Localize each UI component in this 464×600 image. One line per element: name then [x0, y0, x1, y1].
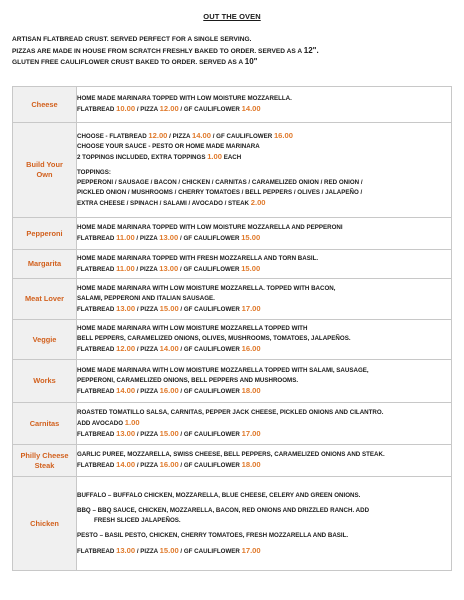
pesto-option: PESTO – BASIL PESTO, CHICKEN, CHERRY TOMATOES, FRESH MOZZARELLA AND BASIL. [77, 531, 349, 539]
pizza-label: / PIZZA [136, 106, 158, 113]
item-desc-pepperoni [77, 218, 452, 250]
item-name-meat-lover: Meat Lover [13, 279, 77, 320]
pizza-price: 16.00 [159, 385, 179, 395]
pizza-label: / PIZZA [136, 346, 158, 353]
add-avocado-line [77, 418, 451, 429]
item-name-cheese: Cheese [13, 87, 77, 123]
gf-label: / GF CAULIFLOWER [180, 346, 240, 353]
flatbread-price: 13.00 [116, 545, 136, 555]
toppings-list-3 [77, 198, 451, 209]
desc-text: HOME MADE MARINARA TOPPED WITH FRESH MOZZARELLA AND TORN BASIL. [77, 254, 319, 262]
price-line [77, 460, 451, 471]
desc-text-1: HOME MADE MARINARA WITH LOW MOISTURE MOZZARELLA. TOPPED WITH BACON, [77, 284, 336, 292]
extra-topping-price: 1.00 [207, 152, 222, 161]
name-line-2: Own [36, 170, 53, 179]
pizza-price: 15.00 [159, 303, 179, 313]
gf-price: 16.00 [241, 344, 261, 353]
gf-label: / GF CAULIFLOWER [180, 106, 240, 113]
gf-price: 17.00 [241, 303, 261, 313]
item-desc-cheese [77, 87, 452, 123]
gf-label: / GF CAULIFLOWER [180, 430, 240, 438]
intro-line-3-text: GLUTEN FREE CAULIFLOWER CRUST BAKED TO ORDER. SERVED AS A [12, 59, 245, 66]
pizza-label: / PIZZA [136, 547, 158, 555]
pizza-price: 13.00 [159, 263, 179, 273]
flatbread-label: FLATBREAD [77, 346, 115, 353]
gf-label: / GF CAULIFLOWER [180, 235, 240, 242]
toppings-text: 2 TOPPINGS INCLUDED, EXTRA TOPPINGS [77, 154, 208, 161]
flatbread-price: 10.00 [116, 104, 136, 113]
gf-price: 17.00 [241, 545, 261, 555]
desc-text-1: HOME MADE MARINARA WITH LOW MOISTURE MOZZARELLA TOPPED WITH SALAMI, SAUSAGE, [77, 366, 369, 374]
price-line [77, 546, 451, 557]
flatbread-price: 11.00 [116, 233, 135, 242]
flatbread-price: 12.00 [116, 344, 136, 353]
item-name-pepperoni: Pepperoni [13, 218, 77, 250]
gf-price: 18.00 [241, 460, 261, 469]
desc-text: GARLIC PUREE, MOZZARELLA, SWISS CHEESE, BELL PEPPERS, CARAMELIZED ONIONS AND STEAK. [77, 451, 385, 458]
price-line [77, 233, 451, 244]
flatbread-label: FLATBREAD [77, 462, 115, 469]
gf-price: 14.00 [241, 104, 261, 113]
flatbread-price: 14.00 [116, 460, 136, 469]
price-line [77, 386, 451, 397]
choose-line [77, 131, 451, 142]
item-name-veggie: Veggie [13, 320, 77, 360]
item-desc-chicken [77, 477, 452, 571]
flatbread-price: 13.00 [116, 428, 136, 438]
pizza-label: / PIZZA [136, 305, 158, 313]
gf-label: / GF CAULIFLOWER [180, 305, 240, 313]
flatbread-price: 14.00 [116, 385, 136, 395]
page-title: OUT THE OVEN [203, 12, 261, 21]
item-desc-meat-lover [77, 279, 452, 320]
item-desc-carnitas [77, 403, 452, 445]
menu-row-chicken [13, 477, 452, 571]
gf-price: 17.00 [241, 428, 261, 438]
menu-row-cheese [13, 87, 452, 123]
each-text: EACH [221, 154, 242, 161]
flatbread-label: FLATBREAD [77, 305, 115, 313]
buffalo-option: BUFFALO – BUFFALO CHICKEN, MOZZARELLA, BLUE CHEESE, CELERY AND GREEN ONIONS. [77, 491, 361, 499]
pizza-label: / PIZZA [169, 133, 191, 140]
price-line [77, 304, 451, 315]
menu-page [12, 10, 452, 555]
menu-row-margarita [13, 250, 452, 279]
toppings-heading: TOPPINGS: [77, 169, 111, 176]
pizza-label: / PIZZA [136, 462, 158, 469]
item-desc-works [77, 360, 452, 403]
desc-text: HOME MADE MARINARA TOPPED WITH LOW MOISTURE MOZZARELLA. [77, 95, 292, 102]
item-name-chicken: Chicken [13, 477, 77, 571]
menu-row-works [13, 360, 452, 403]
pizza-price: 14.00 [191, 131, 211, 140]
menu-row-philly [13, 445, 452, 477]
item-name-philly [13, 445, 77, 477]
pizza-size: 12". [303, 45, 319, 55]
menu-row-meat-lover [13, 279, 452, 320]
gf-label: / GF CAULIFLOWER [180, 547, 240, 555]
flatbread-label: FLATBREAD [77, 235, 115, 242]
pizza-price: 16.00 [159, 460, 179, 469]
item-name-carnitas: Carnitas [13, 403, 77, 445]
gf-label: / GF CAULIFLOWER [180, 462, 240, 469]
menu-row-build-your-own [13, 123, 452, 218]
price-line [77, 104, 451, 115]
sauce-line: CHOOSE YOUR SAUCE - PESTO OR HOME MADE MARINARA [77, 143, 260, 150]
gf-label: / GF CAULIFLOWER [212, 133, 273, 140]
intro-line-2-text: PIZZAS ARE MADE IN HOUSE FROM SCRATCH FRESHLY BAKED TO ORDER. SERVED AS A [12, 47, 304, 55]
pizza-price: 15.00 [159, 428, 179, 438]
desc-text-2: SALAMI, PEPPERONI AND ITALIAN SAUSAGE. [77, 294, 215, 302]
menu-row-pepperoni [13, 218, 452, 250]
flatbread-price: 12.00 [148, 131, 168, 140]
premium-topping-price: 2.00 [250, 198, 266, 207]
flatbread-label: FLATBREAD [77, 265, 115, 273]
gf-price: 18.00 [241, 385, 261, 395]
desc-text-1: HOME MADE MARINARA WITH LOW MOISTURE MOZZARELLA TOPPED WITH [77, 325, 308, 332]
price-line [77, 344, 451, 355]
desc-text-2: BELL PEPPERS, CARAMELIZED ONIONS, OLIVES, MUSHROOMS, TOMATOES, JALAPEÑOS. [77, 335, 351, 342]
bbq-option-cont: FRESH SLICED JALAPEÑOS. [94, 516, 181, 524]
add-avocado-text: ADD AVOCADO [77, 419, 125, 427]
toppings-list-1: PEPPERONI / SAUSAGE / BACON / CHICKEN / CARNITAS / CARAMELIZED ONION / RED ONION / [77, 179, 363, 186]
pizza-price: 15.00 [159, 545, 179, 555]
name-line-1: Philly Cheese [20, 450, 69, 460]
item-desc-veggie [77, 320, 452, 360]
flatbread-label: FLATBREAD [77, 430, 115, 438]
name-line-1: Build Your [26, 160, 63, 169]
item-desc-philly [77, 445, 452, 477]
pizza-price: 13.00 [159, 233, 179, 242]
menu-table [12, 86, 452, 571]
item-name-margarita: Margarita [13, 250, 77, 279]
pizza-label: / PIZZA [136, 235, 158, 242]
item-desc-build-your-own [77, 123, 452, 218]
item-name-build-your-own [13, 123, 77, 218]
desc-text-1: ROASTED TOMATILLO SALSA, CARNITAS, PEPPER JACK CHEESE, PICKLED ONIONS AND CILANTRO. [77, 408, 384, 416]
pizza-label: / PIZZA [136, 430, 158, 438]
desc-text: HOME MADE MARINARA TOPPED WITH LOW MOISTURE MOZZARELLA AND PEPPERONI [77, 224, 343, 231]
gf-price: 15.00 [241, 233, 261, 242]
pizza-price: 12.00 [159, 104, 179, 113]
pizza-label: / PIZZA [136, 387, 158, 395]
flatbread-price: 11.00 [116, 263, 135, 273]
flatbread-price: 13.00 [116, 303, 136, 313]
pizza-price: 14.00 [159, 344, 179, 353]
item-name-works: Works [13, 360, 77, 403]
gf-price: 15.00 [241, 263, 261, 273]
bbq-option: BBQ – BBQ SAUCE, CHICKEN, MOZZARELLA, BACON, RED ONIONS AND DRIZZLED RANCH. ADD [77, 506, 370, 514]
gf-size: 10" [244, 57, 258, 66]
price-line [77, 429, 451, 440]
toppings-list-2: PICKLED ONION / MUSHROOMS / CHERRY TOMATOES / BELL PEPPERS / OLIVES / JALAPEÑO / [77, 189, 363, 196]
gf-label: / GF CAULIFLOWER [180, 387, 240, 395]
intro-line-2 [12, 46, 452, 58]
intro-text [12, 35, 452, 69]
item-desc-margarita [77, 250, 452, 279]
choose-flatbread-label: CHOOSE - FLATBREAD [77, 133, 147, 140]
intro-line-1: ARTISAN FLATBREAD CRUST. SERVED PERFECT FOR A SINGLE SERVING. [12, 36, 252, 43]
toppings-included-line [77, 152, 451, 163]
price-line [77, 264, 451, 275]
menu-row-carnitas [13, 403, 452, 445]
name-line-2: Steak [34, 460, 55, 470]
toppings-list-3-text: EXTRA CHEESE / SPINACH / SALAMI / AVOCADO / STEAK [77, 200, 251, 207]
flatbread-label: FLATBREAD [77, 106, 115, 113]
intro-line-3 [12, 57, 452, 69]
gf-label: / GF CAULIFLOWER [180, 265, 240, 273]
gf-price: 16.00 [273, 131, 293, 140]
desc-text-2: PEPPERONI, CARAMELIZED ONIONS, BELL PEPPERS AND MUSHROOMS. [77, 376, 299, 384]
flatbread-label: FLATBREAD [77, 387, 115, 395]
menu-row-veggie [13, 320, 452, 360]
avocado-price: 1.00 [124, 417, 140, 427]
pizza-label: / PIZZA [136, 265, 158, 273]
flatbread-label: FLATBREAD [77, 547, 115, 555]
